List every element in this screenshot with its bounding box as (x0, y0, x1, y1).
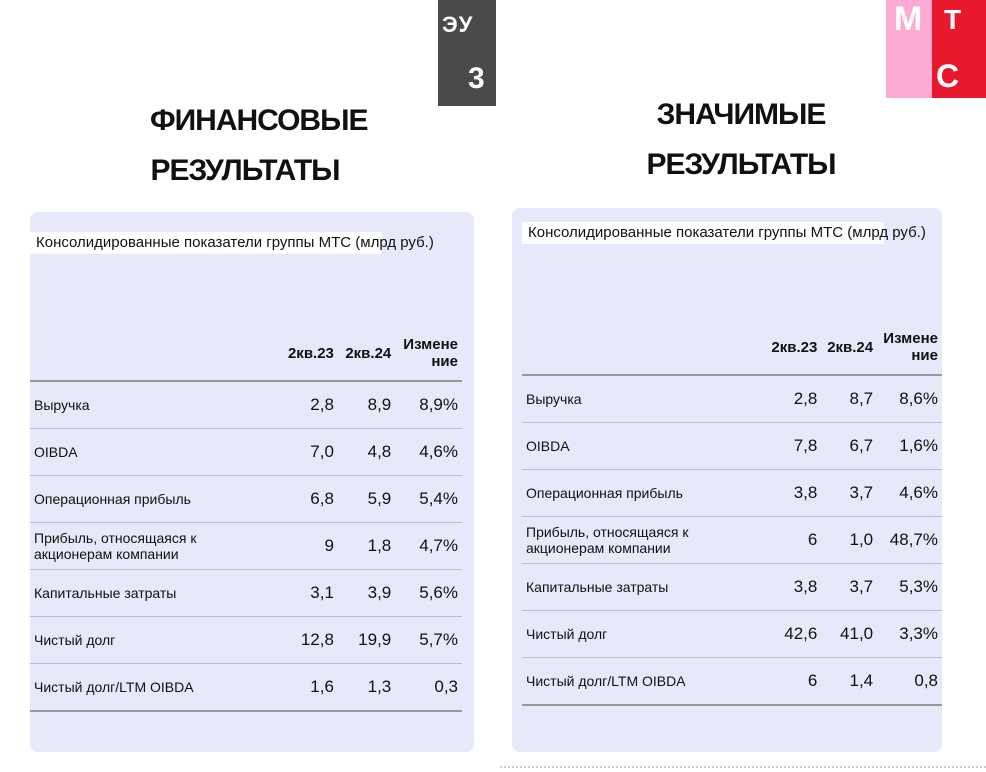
table-row (522, 564, 942, 611)
row-q24: 1,3 (338, 664, 395, 712)
row-q23: 9 (281, 523, 338, 570)
row-q23: 7,0 (281, 429, 338, 476)
column-header-label (30, 332, 281, 381)
column-header-q24: 2кв.24 (821, 326, 877, 375)
row-q23: 3,1 (281, 570, 338, 617)
right-card-caption: Консолидированные показатели группы МТС (млрд руб.) (522, 222, 884, 244)
column-header-change: Измене ние (395, 332, 462, 381)
row-q23: 2,8 (766, 375, 822, 423)
table-row (522, 658, 942, 706)
row-q23: 3,8 (766, 470, 822, 517)
row-change: 4,6% (877, 470, 942, 517)
row-change: 3,3% (877, 611, 942, 658)
table-row (522, 517, 942, 564)
row-change: 8,9% (395, 381, 462, 429)
table-row (522, 611, 942, 658)
row-q24: 1,0 (821, 517, 877, 564)
logo-mts-text-3: С (936, 58, 960, 94)
row-change: 5,3% (877, 564, 942, 611)
row-q24: 41,0 (821, 611, 877, 658)
logo-dark-text-1: ЭУ (442, 12, 474, 37)
row-label: Прибыль, относящаяся к акционерам компании (522, 517, 766, 564)
row-label: Прибыль, относящаяся к акционерам компании (30, 523, 281, 570)
right-results-table (522, 326, 942, 706)
row-change: 5,7% (395, 617, 462, 664)
table-row (522, 470, 942, 517)
column-header-q23: 2кв.23 (766, 326, 822, 375)
row-change: 1,6% (877, 423, 942, 470)
row-label: Операционная прибыль (30, 476, 281, 523)
row-label: Операционная прибыль (522, 470, 766, 517)
row-change: 5,6% (395, 570, 462, 617)
logo-dark-text-2: 3 (468, 62, 485, 95)
table-row (522, 375, 942, 423)
row-q24: 8,9 (338, 381, 395, 429)
row-change: 48,7% (877, 517, 942, 564)
row-q24: 4,8 (338, 429, 395, 476)
row-label: OIBDA (30, 429, 281, 476)
logo-mts-text-2: Т (944, 4, 962, 35)
row-q24: 8,7 (821, 375, 877, 423)
row-q23: 1,6 (281, 664, 338, 712)
column-header-change: Измене ние (877, 326, 942, 375)
table-row (30, 381, 462, 429)
row-change: 0,8 (877, 658, 942, 706)
row-change: 4,6% (395, 429, 462, 476)
row-label: Выручка (30, 381, 281, 429)
table-row (30, 429, 462, 476)
left-heading-line-2: РЕЗУЛЬТАТЫ (150, 154, 340, 187)
row-label: Капитальные затраты (522, 564, 766, 611)
right-heading-line-2: РЕЗУЛЬТАТЫ (646, 148, 836, 181)
column-header-label (522, 326, 766, 375)
table-row (30, 617, 462, 664)
row-change: 8,6% (877, 375, 942, 423)
row-q24: 6,7 (821, 423, 877, 470)
row-q24: 3,9 (338, 570, 395, 617)
row-change: 4,7% (395, 523, 462, 570)
row-change: 5,4% (395, 476, 462, 523)
row-label: Чистый долг (522, 611, 766, 658)
row-q23: 12,8 (281, 617, 338, 664)
right-results-card (512, 208, 942, 752)
row-label: Чистый долг/LTM OIBDA (30, 664, 281, 712)
table-row (30, 664, 462, 712)
left-results-table (30, 332, 462, 712)
logo-mts-text-1: М (894, 0, 923, 38)
column-header-q23: 2кв.23 (281, 332, 338, 381)
column-header-q24: 2кв.24 (338, 332, 395, 381)
row-q24: 3,7 (821, 564, 877, 611)
table-row (30, 523, 462, 570)
row-label: OIBDA (522, 423, 766, 470)
table-row (30, 570, 462, 617)
row-q24: 5,9 (338, 476, 395, 523)
logo-dark (438, 0, 496, 106)
row-q23: 2,8 (281, 381, 338, 429)
row-q23: 6 (766, 517, 822, 564)
logo-mts (886, 0, 986, 98)
left-results-card (30, 212, 474, 752)
row-q24: 1,8 (338, 523, 395, 570)
row-q24: 19,9 (338, 617, 395, 664)
right-heading (646, 90, 836, 190)
row-change: 0,3 (395, 664, 462, 712)
row-label: Выручка (522, 375, 766, 423)
row-q23: 7,8 (766, 423, 822, 470)
row-label: Капитальные затраты (30, 570, 281, 617)
row-label: Чистый долг (30, 617, 281, 664)
left-card-caption: Консолидированные показатели группы МТС (млрд руб.) (30, 232, 382, 254)
table-header-row (30, 332, 462, 381)
left-heading (150, 96, 368, 196)
row-q23: 42,6 (766, 611, 822, 658)
footer-dotted-divider (500, 766, 986, 768)
left-heading-line-1: ФИНАНСОВЫЕ (150, 104, 368, 137)
row-q23: 6 (766, 658, 822, 706)
right-heading-line-1: ЗНАЧИМЫЕ (656, 98, 826, 131)
table-row (30, 476, 462, 523)
row-label: Чистый долг/LTM OIBDA (522, 658, 766, 706)
table-row (522, 423, 942, 470)
table-header-row (522, 326, 942, 375)
row-q24: 1,4 (821, 658, 877, 706)
row-q24: 3,7 (821, 470, 877, 517)
row-q23: 3,8 (766, 564, 822, 611)
row-q23: 6,8 (281, 476, 338, 523)
